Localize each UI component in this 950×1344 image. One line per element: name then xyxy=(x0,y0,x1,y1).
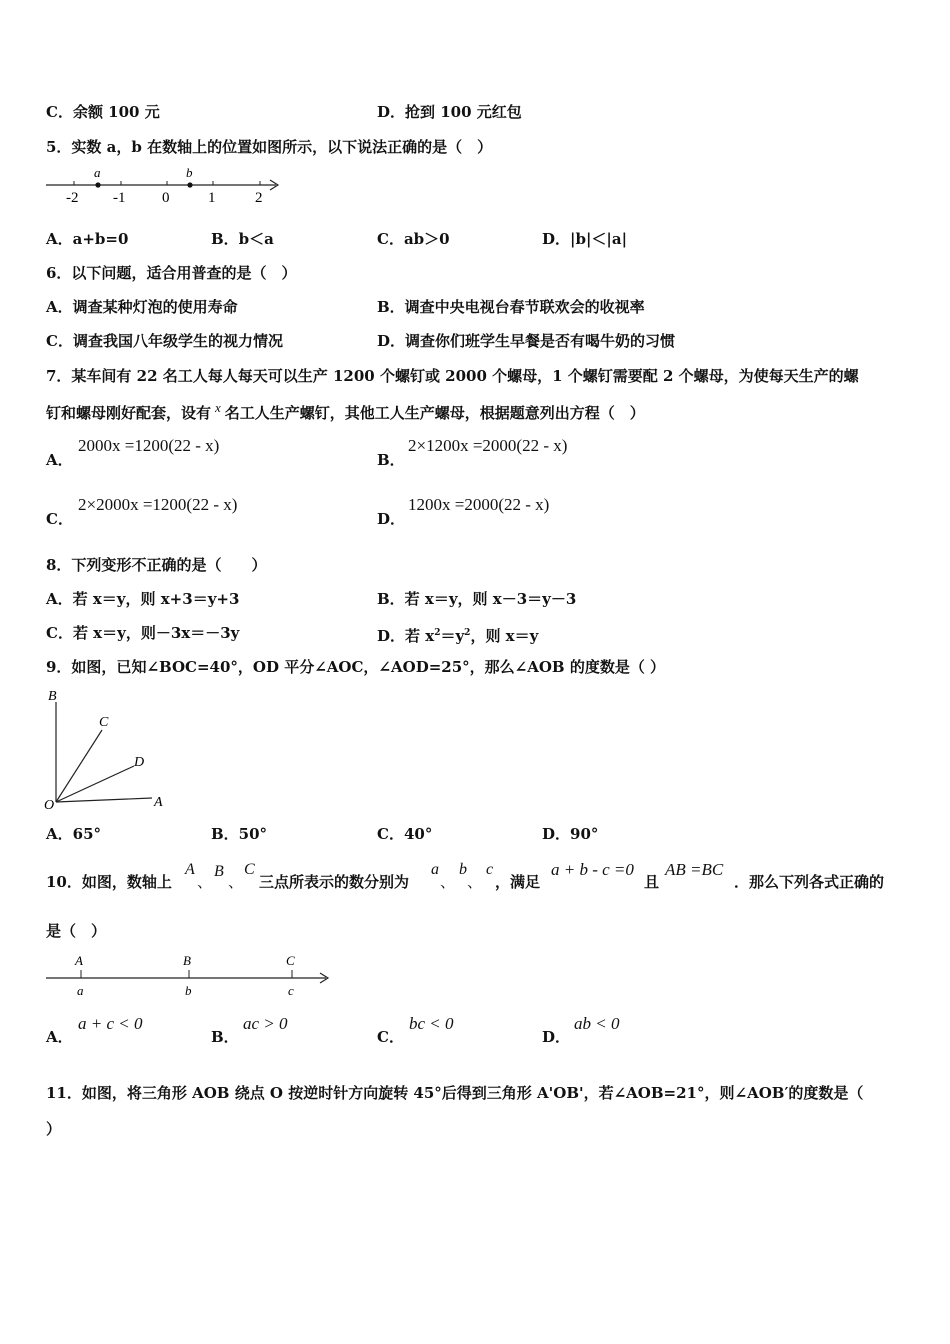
q9-option-b: B．50° xyxy=(211,825,268,843)
q10-stem-p4: 且 xyxy=(644,873,660,891)
q7-label-a: A． xyxy=(46,451,73,469)
q10-sep: 、 xyxy=(467,873,483,891)
label-c: c xyxy=(288,983,294,998)
ray-oa xyxy=(56,798,152,802)
label-a: a xyxy=(94,165,101,180)
q4-option-c: C．余额 100 元 xyxy=(46,103,160,121)
tick-label: 1 xyxy=(208,190,216,206)
q10-condition-sum: a + b - c =0 xyxy=(551,860,634,879)
q8-stem: 8．下列变形不正确的是（ ） xyxy=(46,556,267,574)
q7-stem-line2: 钉和螺母刚好配套，设有 x 名工人生产螺钉，其他工人生产螺母，根据题意列出方程（ ） xyxy=(46,400,645,422)
q8-option-b: B．若 x＝y，则 x－3＝y－3 xyxy=(377,590,577,608)
q10-var-A: A xyxy=(185,861,195,878)
q9-option-c: C．40° xyxy=(377,825,433,843)
label-A: A xyxy=(75,953,83,968)
q4-option-d: D．抢到 100 元红包 xyxy=(377,103,522,121)
q6-option-a: A．调查某种灯泡的使用寿命 xyxy=(46,298,238,316)
label-a: A xyxy=(154,795,163,810)
q8-option-c: C．若 x＝y，则－3x＝－3y xyxy=(46,624,240,642)
q5-option-b: B．b＜a xyxy=(211,230,274,248)
q10-stem-p2: 三点所表示的数分别为 xyxy=(259,873,410,891)
tick-label: -1 xyxy=(113,190,126,206)
q10-sep: 、 xyxy=(228,873,244,891)
label-b: B xyxy=(48,689,57,704)
q10-condition-equal: AB =BC xyxy=(665,860,724,879)
q5-option-c: C．ab＞0 xyxy=(377,230,450,248)
q9-stem: 9．如图，已知∠BOC=40°，OD 平分∠AOC，∠AOD=25°，那么∠AOB 的度数是（ ） xyxy=(46,658,666,676)
label-b: b xyxy=(186,165,193,180)
q10-label-b: B． xyxy=(211,1028,239,1046)
q10-stem-line2: 是（ ） xyxy=(46,922,107,940)
label-o: O xyxy=(44,798,55,813)
tick-label: 2 xyxy=(255,190,263,206)
q10-expression-d: ab < 0 xyxy=(574,1014,620,1033)
q7-label-b: B． xyxy=(377,451,405,469)
q7-label-c: C． xyxy=(46,510,73,528)
q10-var-a: a xyxy=(431,861,439,878)
q10-number-line-figure xyxy=(44,950,334,1000)
q11-stem-line2: ） xyxy=(46,1120,62,1138)
q11-stem-line1: 11．如图，将三角形 AOB 绕点 O 按逆时针方向旋转 45°后得到三角形 A'OB'，若∠AOB=21°，则∠AOB′的度数是（ xyxy=(46,1084,864,1102)
q7-equation-a: 2000x =1200(22 - x) xyxy=(78,436,220,455)
q7-equation-d: 1200x =2000(22 - x) xyxy=(408,495,550,514)
q9-option-d: D．90° xyxy=(542,825,599,843)
label-d: D xyxy=(134,755,145,770)
tick-label: 0 xyxy=(162,190,170,206)
q10-expression-c: bc < 0 xyxy=(409,1014,454,1033)
q7-stem-line1: 7．某车间有 22 名工人每人每天可以生产 1200 个螺钉或 2000 个螺母，1 个螺钉需要配 2 个螺母，为使每天生产的螺 xyxy=(46,367,859,385)
q7-label-d: D． xyxy=(377,510,406,528)
q10-sep: 、 xyxy=(197,873,213,891)
q6-option-c: C．调查我国八年级学生的视力情况 xyxy=(46,332,283,350)
label-C: C xyxy=(286,953,295,968)
q10-label-d: D． xyxy=(542,1028,571,1046)
q6-stem: 6．以下问题，适合用普查的是（ ） xyxy=(46,264,297,282)
tick-label: -2 xyxy=(66,190,79,206)
q10-sep: 、 xyxy=(440,873,456,891)
q7-equation-c: 2×2000x =1200(22 - x) xyxy=(78,495,238,514)
q9-option-a: A．65° xyxy=(46,825,102,843)
q10-var-b: b xyxy=(459,861,467,878)
label-a: a xyxy=(77,983,84,998)
q10-expression-b: ac > 0 xyxy=(243,1014,288,1033)
q6-option-b: B．调查中央电视台春节联欢会的收视率 xyxy=(377,298,645,316)
q8-option-d: D．若 $x^2=y^2$，则 x＝y xyxy=(377,627,539,645)
label-B: B xyxy=(183,953,191,968)
point-b xyxy=(187,182,192,187)
q10-var-B: B xyxy=(214,863,224,880)
q5-stem: 5．实数 a，b 在数轴上的位置如图所示，以下说法正确的是（ ） xyxy=(46,138,493,156)
q10-label-c: C． xyxy=(377,1028,404,1046)
q5-number-line-figure xyxy=(44,165,284,207)
q5-option-d: D．|b|＜|a| xyxy=(542,230,628,248)
q8-option-a: A．若 x＝y，则 x+3＝y+3 xyxy=(46,590,240,608)
q10-stem-p5: ．那么下列各式正确的 xyxy=(734,873,885,891)
label-c: C xyxy=(99,715,109,730)
q6-option-d: D．调查你们班学生早餐是否有喝牛奶的习惯 xyxy=(377,332,676,350)
q10-label-a: A． xyxy=(46,1028,73,1046)
q10-stem-p3: ，满足 xyxy=(495,873,541,891)
q10-var-c: c xyxy=(486,861,494,878)
q10-expression-a: a + c < 0 xyxy=(78,1014,143,1033)
q7-equation-b: 2×1200x =2000(22 - x) xyxy=(408,436,568,455)
point-a xyxy=(95,182,100,187)
label-b: b xyxy=(185,983,192,998)
q5-option-a: A．a+b=0 xyxy=(46,230,129,248)
q10-stem-p1: 10．如图，数轴上 xyxy=(46,873,172,891)
q10-var-C: C xyxy=(244,861,255,878)
q9-angle-figure xyxy=(42,684,182,814)
